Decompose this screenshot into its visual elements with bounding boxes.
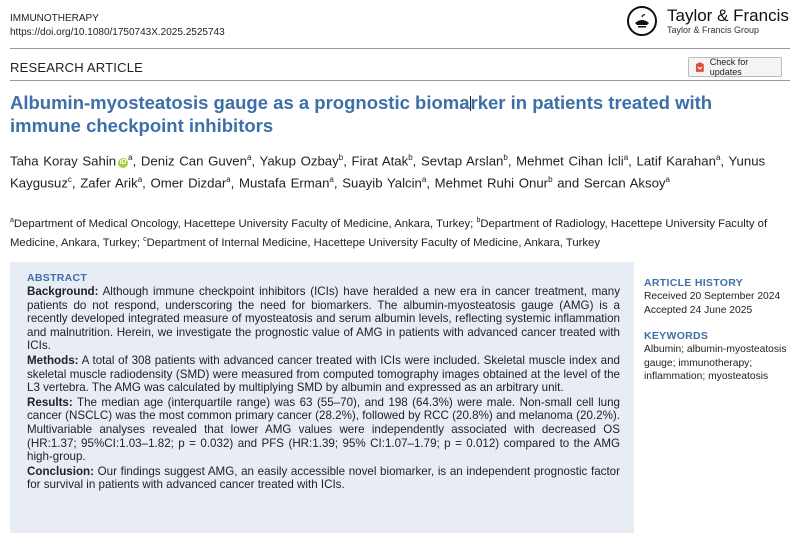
author-name[interactable]: Yunus Kaygusuz (10, 153, 766, 191)
abstract-background (27, 285, 620, 353)
affiliation-text: Department of Medical Oncology, Hacettepe University Faculty of Medicine, Ankara, Turkey; (13, 217, 477, 230)
section-label: Methods: (27, 353, 79, 367)
author-affiliation-marker: a (246, 153, 252, 162)
author-affiliation-marker: a (137, 175, 143, 185)
section-text: A total of 308 patients with advanced cancer treated with ICIs were included. Skeletal muscle index and skeletal muscle radiodensity (SMD) were measured from computed tomography images obtained at the level of the L3 vertebra. The AMG was calculated by multiplying SMD by albumin and expressed as an arbitrary unit. (27, 353, 620, 395)
author-name[interactable]: Firat Atak (351, 153, 409, 169)
keywords-list: Albumin; albumin-myosteatosis gauge; immunotherapy; inflammation; myosteatosis (644, 344, 787, 382)
abstract-heading: ABSTRACT (27, 272, 88, 284)
article-type: RESEARCH ARTICLE (10, 60, 143, 75)
affiliation-marker: a (10, 217, 14, 224)
author-affiliation-marker: a (715, 153, 721, 162)
author-name[interactable]: Mehmet Cihan İcli (516, 153, 624, 169)
article-history-heading: ARTICLE HISTORY (644, 277, 744, 289)
author-affiliation-marker: b (548, 175, 553, 185)
affiliation-text: Department of Radiology, Hacettepe University Faculty of Medicine, Ankara, Turkey; (10, 217, 768, 249)
affiliation-text: Department of Internal Medicine, Hacettepe University Faculty of Medicine, Ankara, Turkey (146, 236, 600, 249)
author-affiliation-marker: a (329, 175, 334, 185)
author-name[interactable]: Yakup Ozbay (259, 153, 339, 169)
author-list: Taha Koray Sahin $iD^a$, Deniz Can Guven$^a$, Yakup Ozbay$^b$, Firat Atak$^b$, Sevtap Arslan$^b$, Mehmet Cihan İcli$^a$, Latif Karahan$^a$, Yunus Kaygusuz$^c$, Zafer Arik$^a$, Omer Dizdar$^a$, Mustafa Erman$^a$, Suayib Yalcin$^a$, Mehmet Ruhi Onur$^b$ and Sercan Aksoy$^a$ (10, 153, 766, 191)
abstract-methods (27, 354, 620, 395)
section-text: Although immune checkpoint inhibitors (ICIs) have heralded a new era in cancer treatment, many patients do not respond, underscoring the need for biomarkers. The albumin-myosteatosis gauge (AMG) is a recently developed integrated measure of myosteatosis and serum albumin levels, reflecting systemic inflammation and malnutrition. Herein, we investigate the prognostic value of AMG in patients with advanced cancer treated with ICIs. (27, 285, 620, 353)
author-name[interactable]: and Sercan Aksoy (557, 175, 666, 191)
author-affiliation-marker: a (421, 175, 427, 185)
orcid-icon[interactable]: iD (119, 159, 127, 167)
check-for-updates-icon (695, 61, 705, 73)
author-affiliation-marker: a (623, 153, 629, 162)
author-affiliation-marker: a (226, 175, 231, 185)
author-name[interactable]: Sevtap Arslan (421, 153, 504, 169)
section-label: Conclusion: (27, 464, 94, 478)
article-title (10, 91, 780, 137)
journal-name: IMMUNOTHERAPY (10, 13, 99, 24)
author-affiliation-marker: b (408, 153, 413, 162)
publisher-logo[interactable] (627, 6, 789, 36)
author-name[interactable]: Taha Koray Sahin (10, 153, 117, 169)
affiliations (10, 213, 785, 251)
article-sidebar (644, 276, 794, 384)
section-text: Our findings suggest AMG, an easily accessible novel biomarker, is an independent prognostic factor for survival in patients with advanced cancer treated with ICIs. (27, 464, 620, 492)
check-for-updates-button[interactable] (688, 57, 782, 77)
header-divider (10, 48, 790, 49)
author-name[interactable]: Mustafa Erman (239, 175, 330, 191)
title-text-start: Albumin-myosteatosis gauge as a prognostic bioma (10, 92, 470, 113)
author-affiliation-marker: c (67, 175, 72, 185)
author-name[interactable]: Latif Karahan (636, 153, 716, 169)
author-affiliation-marker: b (503, 153, 508, 162)
author-affiliation-marker: b (338, 153, 344, 162)
section-text: The median age (interquartile range) was 63 (55–70), and 198 (64.3%) were male. Non-small cell lung cancer (NSCLC) was the most common primary cancer (28.2%), followed by RCC (20.8%) and melanoma (20.2%). Multivariable analyses revealed that lower AMG values were independently associated with decreased OS (HR:1.37; 95%CI:1.03–1.82; p = 0.032) and PFS (HR:1.39; 95% CI:1.07–1.79; p = 0.012) compared to the AMG high-group. (27, 395, 620, 464)
keywords-heading: KEYWORDS (644, 330, 709, 342)
journal-header (10, 12, 225, 40)
check-for-updates-label: Check for updates (709, 57, 749, 77)
abstract-box (10, 262, 634, 533)
section-label: Background: (27, 285, 99, 298)
affiliation-marker: c (143, 235, 147, 243)
author-name[interactable]: Zafer Arik (80, 175, 138, 191)
author-affiliation-marker: a (128, 153, 133, 162)
author-name[interactable]: Deniz Can Guven (140, 153, 247, 169)
author-name[interactable]: Suayib Yalcin (342, 175, 422, 191)
abstract-conclusion (27, 465, 620, 492)
author-name[interactable]: Mehmet Ruhi Onur (434, 175, 549, 191)
title-text-end: rker in patients treated with immune checkpoint inhibitors (10, 92, 713, 136)
doi-link[interactable]: https://doi.org/10.1080/1750743X.2025.2525743 (10, 27, 225, 38)
accepted-date: Accepted 24 June 2025 (644, 304, 753, 316)
title-divider (10, 80, 790, 81)
affiliation-marker: b (476, 217, 481, 224)
section-label: Results: (27, 395, 73, 409)
taylor-francis-lamp-icon (627, 6, 657, 36)
author-name[interactable]: Omer Dizdar (150, 175, 227, 191)
abstract-results (27, 396, 620, 464)
author-affiliation-marker: a (665, 175, 670, 185)
received-date: Received 20 September 2024 (644, 291, 781, 302)
publisher-group: Taylor & Francis Group (667, 24, 760, 35)
publisher-name: Taylor & Francis (667, 5, 789, 25)
